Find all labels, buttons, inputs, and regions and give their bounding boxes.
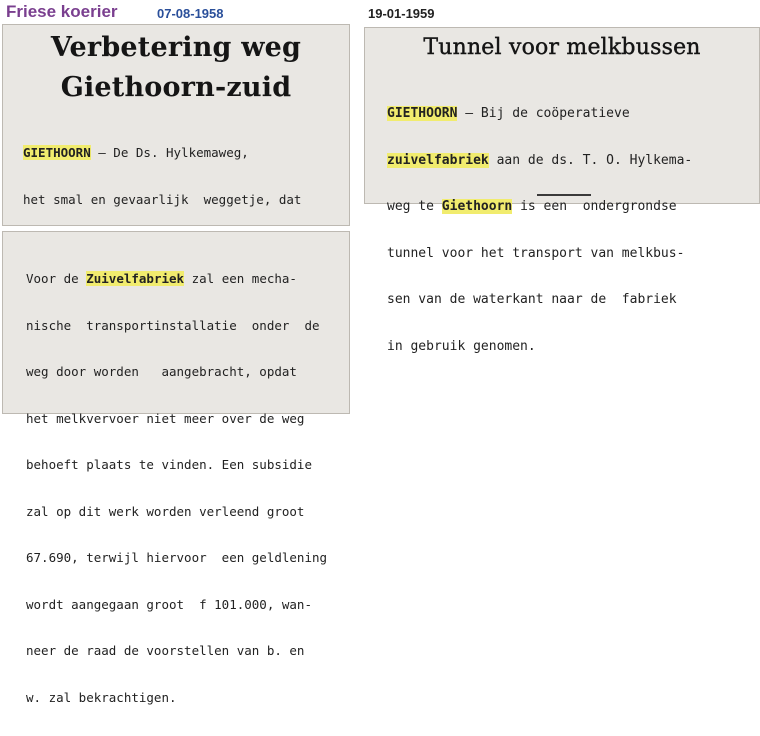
article-body <box>387 75 759 385</box>
body-line: w. zal bekrachtigen. <box>26 689 177 705</box>
body-line: in gebruik genomen. <box>387 338 536 354</box>
body-line: het melkvervoer niet meer over de weg <box>26 410 305 426</box>
body-line: sen van de waterkant naar de fabriek <box>387 292 677 307</box>
body-line: wordt aangegaan groot f 101.000, wan- <box>26 596 312 612</box>
body-line: tunnel voor het transport van melkbus- <box>387 245 685 261</box>
clipping-zuivelfabriek <box>2 231 350 705</box>
end-rule <box>537 194 591 196</box>
body-line: het smal en gevaarlijk weggetje, dat <box>23 191 302 207</box>
clipping-verbetering-weg <box>2 24 350 226</box>
article-body <box>26 240 349 736</box>
highlighted-word: GIETHOORN <box>387 106 458 121</box>
headline-line-2: Giethoorn-zuid <box>60 72 292 103</box>
body-line: GIETHOORN — De Ds. Hylkemaweg, <box>23 145 249 160</box>
highlighted-word: Giethoorn <box>441 199 513 214</box>
body-line: GIETHOORN — Bij de coöperatieve <box>387 106 630 121</box>
body-line: weg te Giethoorn is een ondergrondse <box>387 199 677 214</box>
body-line: zal op dit werk worden verleend groot <box>26 503 305 519</box>
highlighted-word: GIETHOORN <box>23 145 91 160</box>
headline: Tunnel voor melkbussen <box>423 35 701 60</box>
clipping-tunnel-melkbussen <box>364 27 760 354</box>
highlighted-word: zuivelfabriek <box>387 152 489 168</box>
body-line: weg door worden aangebracht, opdat <box>26 364 297 379</box>
date-left: 07-08-1958 <box>157 6 224 21</box>
highlighted-word: Zuivelfabriek <box>86 271 185 286</box>
date-right: 19-01-1959 <box>368 6 435 21</box>
body-line: 67.690, terwijl hiervoor een geldlening <box>26 550 328 565</box>
body-line: neer de raad de voorstellen van b. en <box>26 643 305 658</box>
body-line: nische transportinstallatie onder de <box>26 317 320 333</box>
body-line: behoeft plaats te vinden. Een subsidie <box>26 457 312 472</box>
body-line: Voor de Zuivelfabriek zal een mecha- <box>26 271 297 286</box>
body-line: zuivelfabriek aan de ds. T. O. Hylkema- <box>387 152 693 168</box>
headline-line-1: Verbetering weg <box>50 32 302 63</box>
source-title: Friese koerier <box>6 2 118 21</box>
